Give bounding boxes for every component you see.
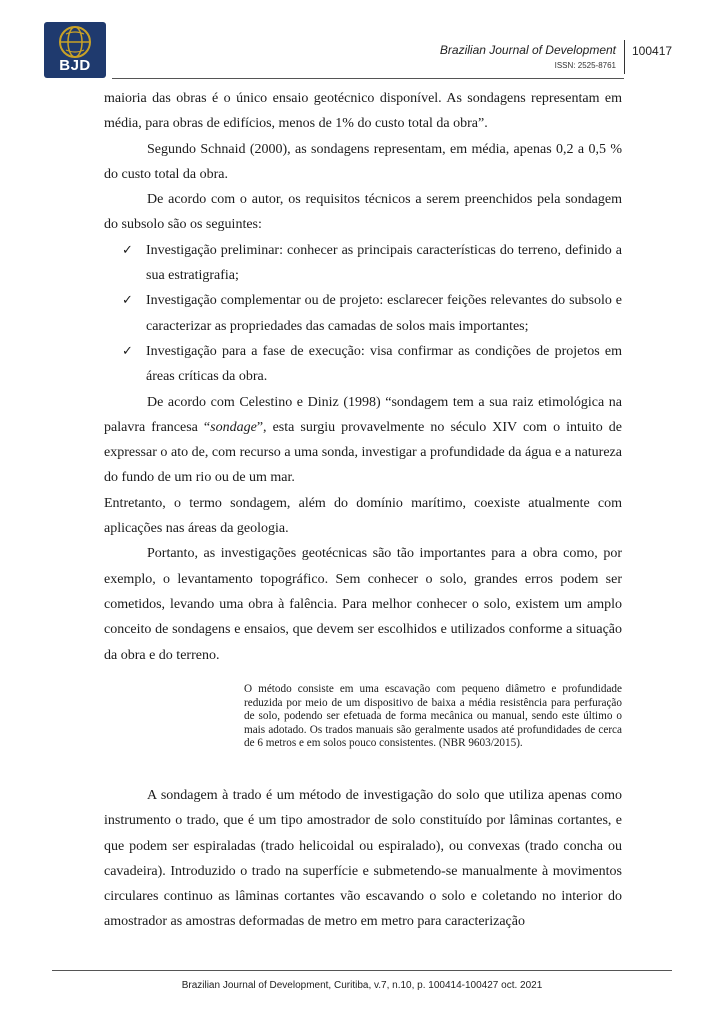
check-icon: ✓ <box>122 343 133 359</box>
check-icon: ✓ <box>122 293 133 309</box>
header-rule <box>112 78 624 79</box>
list-item <box>104 339 622 390</box>
list-item <box>104 288 622 339</box>
requirements-list <box>104 238 622 390</box>
body-text-bottom <box>104 783 622 935</box>
paragraph: Entretanto, o termo sondagem, além do domínio marítimo, coexiste atualmente com aplicações nas áreas da geologia. <box>104 495 622 537</box>
list-item-text: Investigação para a fase de execução: visa confirmar as condições de projetos em áreas críticas da obra. <box>146 343 622 385</box>
paragraph: A sondagem à trado é um método de investigação do solo que utiliza apenas como instrumento o trado, que é um tipo amostrador de solo constituído por lâminas cortantes, e que podem ser espiraladas (trado helicoidal ou espiralado), ou convexas (trado concha ou cavadeira). Introduzido o trado na superfície e submetendo-se manualmente à movimentos circulares continuo as lâminas cortantes vão escavando o solo e coletando no interior do amostrador as amostras deformadas de metro em metro para caracterização <box>104 788 622 930</box>
header-divider <box>624 40 625 74</box>
text-run: ”, esta surgiu provavelmente no século XIV com o intuito de expressar o ato de, com recurso a uma sonda, investigar a profundidade da água e a natureza do fundo de um rio ou de um mar. <box>104 419 622 486</box>
list-item-text: Investigação preliminar: conhecer as principais características do terreno, definido a sua estratigrafia; <box>146 242 622 284</box>
page-number: 100417 <box>632 44 673 58</box>
issn: ISSN: 2525-8761 <box>554 61 616 70</box>
globe-icon <box>44 22 106 62</box>
list-item <box>104 238 622 289</box>
body-text-top <box>104 86 622 668</box>
paragraph: Portanto, as investigações geotécnicas são tão importantes para a obra como, por exemplo, o levantamento topográfico. Sem conhecer o solo, grandes erros podem ser cometidos, levando uma obra à falência. Para melhor conhecer o solo, existem um amplo conceito de sondagens e ensaios, que devem ser escolhidos e utilizados conforme a situação da obra e do terreno. <box>104 546 622 663</box>
italic-term: sondage <box>210 419 257 435</box>
paragraph: maioria das obras é o único ensaio geotécnico disponível. As sondagens representam em média, para obras de edifícios, menos de 1% do custo total da obra”. <box>104 91 622 132</box>
footer-citation: Brazilian Journal of Development, Curitiba, v.7, n.10, p. 100414-100427 oct. 2021 <box>181 980 543 991</box>
check-icon: ✓ <box>122 242 133 258</box>
paragraph <box>104 390 622 491</box>
paragraph: De acordo com o autor, os requisitos técnicos a serem preenchidos pela sondagem do subsolo são os seguintes: <box>104 192 622 233</box>
logo-text: BJD <box>59 57 91 74</box>
journal-logo <box>44 22 106 78</box>
block-quote: O método consiste em uma escavação com pequeno diâmetro e profundidade reduzida por meio de um dispositivo de baixa a média resistência para perfuração de solo, podendo ser efetuada de forma mecânica ou manual, sendo este último o mais adotado. Os trados manuais são geralmente usados até profundidades de cerca de 6 metros e em solos pouco consistentes. (NBR 9603/2015). <box>244 683 622 750</box>
text-run: De acordo com Celestino e Diniz (1998) “sondagem tem a sua raiz etimológica na palavra francesa “ <box>104 394 622 435</box>
list-item-text: Investigação complementar ou de projeto: esclarecer feições relevantes do subsolo e caracterizar as propriedades das camadas de solos mais importantes; <box>146 293 622 334</box>
journal-title: Brazilian Journal of Development <box>439 43 616 57</box>
paragraph: Segundo Schnaid (2000), as sondagens representam, em média, apenas 0,2 a 0,5 % do custo total da obra. <box>104 141 622 182</box>
footer-rule <box>52 970 672 971</box>
